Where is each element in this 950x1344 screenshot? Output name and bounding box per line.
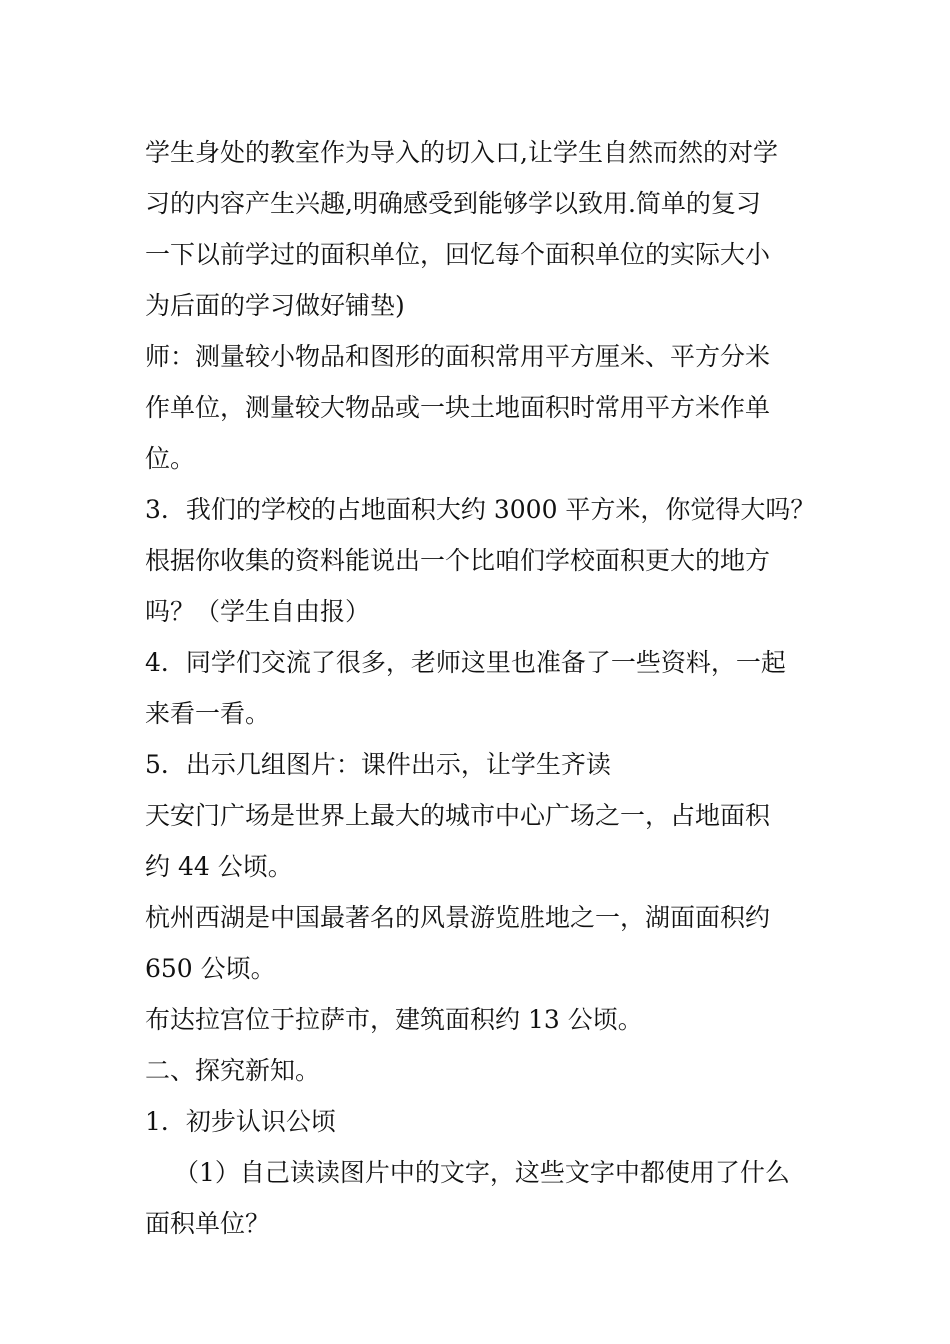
text-line: 布达拉宫位于拉萨市，建筑面积约 13 公顷。 [145,1005,643,1034]
text-line: 来看一看。 [145,699,271,728]
text-line: 根据你收集的资料能说出一个比咱们学校面积更大的地方 [145,546,771,575]
text-line: 650 公顷。 [145,954,276,983]
text-line: 杭州西湖是中国最著名的风景游览胜地之一，湖面面积约 [145,903,771,932]
text-line: 吗？（学生自由报） [145,597,371,626]
text-line: 作单位，测量较大物品或一块土地面积时常用平方米作单 [145,393,771,422]
text-line: 3．我们的学校的占地面积大约 3000 平方米，你觉得大吗？ [145,495,816,524]
text-line: 一下以前学过的面积单位，回忆每个面积单位的实际大小 [145,240,771,269]
text-line: 师：测量较小物品和图形的面积常用平方厘米、平方分米 [145,342,771,371]
text-line: （1）自己读读图片中的文字，这些文字中都使用了什么 [174,1158,790,1187]
text-line: 5．出示几组图片：课件出示，让学生齐读 [145,750,611,779]
document-body [145,127,815,1249]
text-line: 4．同学们交流了很多，老师这里也准备了一些资料，一起 [145,648,786,677]
text-line: 天安门广场是世界上最大的城市中心广场之一，占地面积 [145,801,771,830]
text-line: 学生身处的教室作为导入的切入口,让学生自然而然的对学 [145,138,778,167]
text-line: 为后面的学习做好铺垫) [145,291,405,320]
text-line: 面积单位？ [145,1209,271,1238]
text-line: 习的内容产生兴趣,明确感受到能够学以致用.简单的复习 [145,189,761,218]
text-line: 约 44 公顷。 [145,852,293,881]
text-line: 位。 [145,444,196,473]
section-heading: 二、探究新知。 [145,1056,321,1085]
subsection-heading: 1．初步认识公顷 [145,1107,336,1136]
